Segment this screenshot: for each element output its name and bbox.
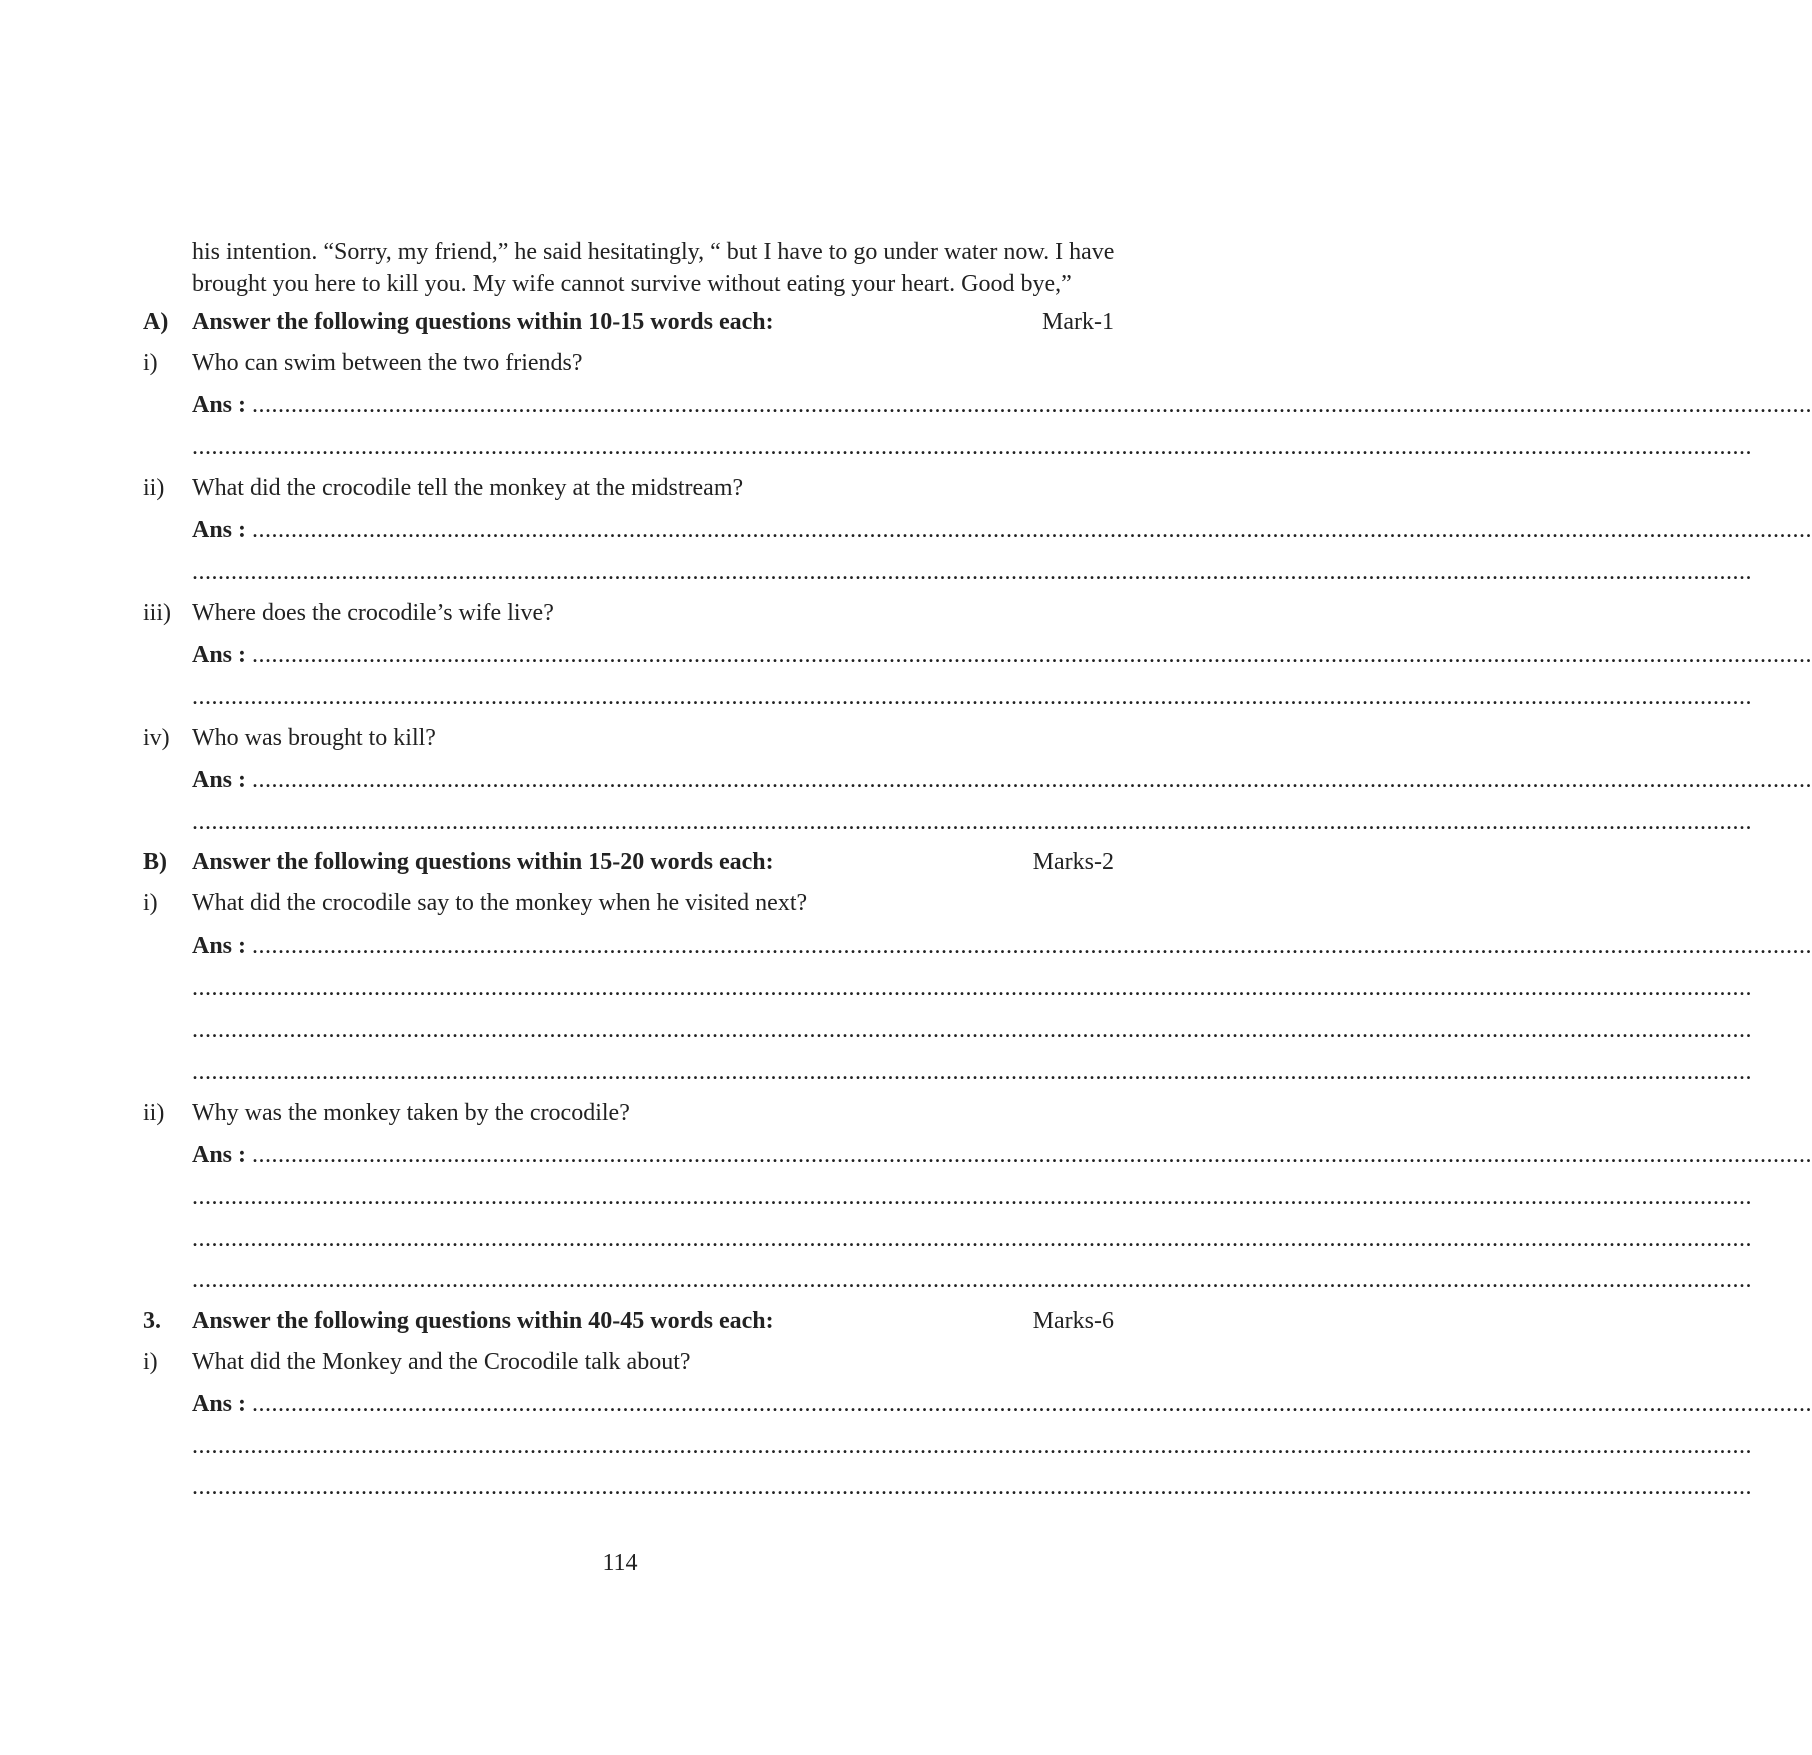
answer-line-a4-1 (192, 763, 1812, 797)
question-number: iii) (143, 600, 171, 626)
answer-label: Ans : (192, 642, 247, 668)
question-b2 (0, 1096, 1240, 1130)
question-number: ii) (143, 475, 165, 501)
page-number: 114 (602, 1550, 638, 1576)
question-a1 (0, 346, 1240, 380)
answer-line-a1-2: ................................................................................................................................................................................................................................................ (192, 434, 1752, 460)
answer-label: Ans : (192, 1142, 247, 1168)
answer-dots: ................................................................................................................................................................................................................................................ (252, 1391, 1812, 1417)
answer-line-a2-1 (192, 513, 1812, 547)
answer-line-b1-2: ................................................................................................................................................................................................................................................ (192, 975, 1752, 1001)
answer-line-3-1-1 (192, 1387, 1812, 1421)
answer-dots: ................................................................................................................................................................................................................................................ (252, 1142, 1812, 1168)
answer-dots: ................................................................................................................................................................................................................................................ (252, 642, 1812, 668)
question-a2 (0, 471, 1240, 505)
answer-line-a1-1 (192, 388, 1812, 422)
answer-dots: ................................................................................................................................................................................................................................................ (252, 767, 1812, 793)
question-3-1 (0, 1345, 1240, 1379)
question-number: i) (143, 890, 158, 916)
section-b-title: Answer the following questions within 15-20 words each: (192, 849, 774, 875)
section-a-title: Answer the following questions within 10-15 words each: (192, 309, 774, 335)
section-3-number: 3. (143, 1308, 161, 1334)
answer-dots: ................................................................................................................................................................................................................................................ (252, 517, 1812, 543)
question-b1 (0, 886, 1240, 920)
question-number: i) (143, 350, 158, 376)
answer-line-3-1-2: ................................................................................................................................................................................................................................................ (192, 1433, 1752, 1459)
answer-label: Ans : (192, 517, 247, 543)
question-text: Where does the crocodile’s wife live? (192, 600, 554, 626)
section-a-header (0, 305, 1240, 339)
section-3-header (0, 1304, 1240, 1338)
question-number: ii) (143, 1100, 165, 1126)
question-number: iv) (143, 725, 170, 751)
section-b-number: B) (143, 849, 167, 875)
answer-label: Ans : (192, 767, 247, 793)
question-text: Why was the monkey taken by the crocodile? (192, 1100, 630, 1126)
answer-label: Ans : (192, 1391, 247, 1417)
answer-line-3-1-3: ................................................................................................................................................................................................................................................ (192, 1474, 1752, 1500)
question-a3 (0, 596, 1240, 630)
answer-line-b2-2: ................................................................................................................................................................................................................................................ (192, 1184, 1752, 1210)
answer-label: Ans : (192, 392, 247, 418)
answer-line-a3-1 (192, 638, 1812, 672)
answer-label: Ans : (192, 933, 247, 959)
section-3-marks: Marks-6 (1032, 1308, 1114, 1334)
section-3-title: Answer the following questions within 40-45 words each: (192, 1308, 774, 1334)
answer-line-a2-2: ................................................................................................................................................................................................................................................ (192, 559, 1752, 585)
section-a-marks: Mark-1 (1042, 309, 1114, 335)
question-text: Who can swim between the two friends? (192, 350, 583, 376)
section-a-number: A) (143, 309, 169, 335)
question-text: Who was brought to kill? (192, 725, 436, 751)
answer-line-b2-1 (192, 1138, 1812, 1172)
question-number: i) (143, 1349, 158, 1375)
section-b-header (0, 845, 1240, 879)
answer-line-b1-3: ................................................................................................................................................................................................................................................ (192, 1017, 1752, 1043)
question-text: What did the Monkey and the Crocodile talk about? (192, 1349, 691, 1375)
answer-dots: ................................................................................................................................................................................................................................................ (252, 392, 1812, 418)
answer-line-b2-3: ................................................................................................................................................................................................................................................ (192, 1226, 1752, 1252)
answer-line-b1-1 (192, 929, 1812, 963)
section-b-marks: Marks-2 (1032, 849, 1114, 875)
story-passage: his intention. “Sorry, my friend,” he said hesitatingly, “ but I have to go under water now. I have brought you here to kill you. My wife cannot survive without eating your heart. Good bye,” (192, 239, 1115, 297)
answer-dots: ................................................................................................................................................................................................................................................ (252, 933, 1812, 959)
question-text: What did the crocodile say to the monkey when he visited next? (192, 890, 808, 916)
answer-line-b1-4: ................................................................................................................................................................................................................................................ (192, 1059, 1752, 1085)
question-a4 (0, 721, 1240, 755)
answer-line-a3-2: ................................................................................................................................................................................................................................................ (192, 684, 1752, 710)
question-text: What did the crocodile tell the monkey at the midstream? (192, 475, 744, 501)
answer-line-a4-2: ................................................................................................................................................................................................................................................ (192, 809, 1752, 835)
answer-line-b2-4: ................................................................................................................................................................................................................................................ (192, 1267, 1752, 1293)
